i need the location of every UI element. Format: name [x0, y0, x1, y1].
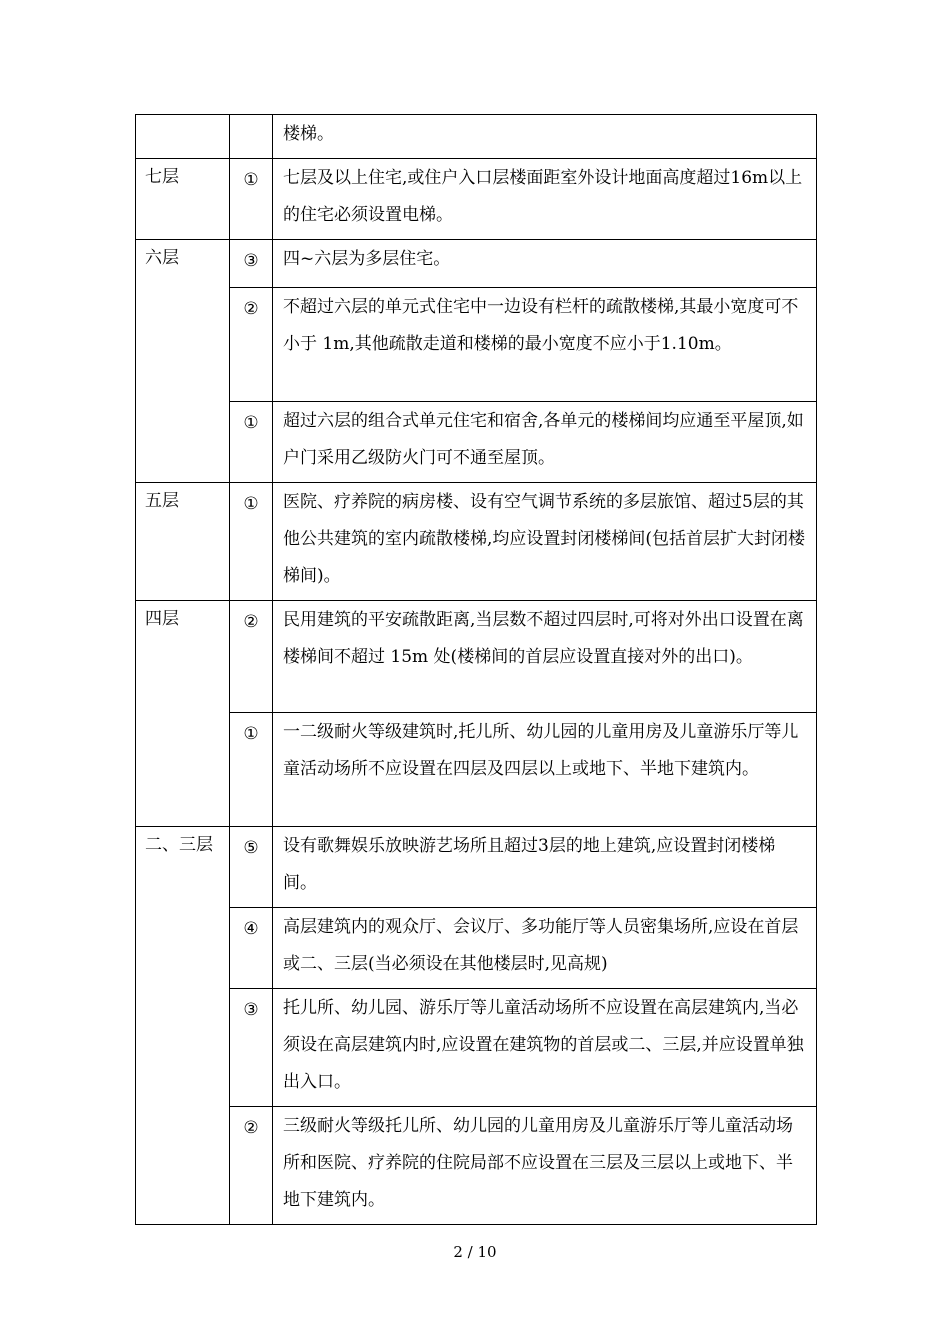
table-row	[136, 159, 817, 240]
table-row	[136, 713, 817, 827]
rule-text: 设有歌舞娱乐放映游艺场所且超过3层的地上建筑,应设置封闭楼梯间。	[273, 827, 817, 908]
item-number: ②	[243, 299, 259, 319]
rule-text: 托儿所、幼儿园、游乐厅等儿童活动场所不应设置在高层建筑内,当必须设在高层建筑内时,应设置在建筑物的首层或二、三层,并应设置单独出入口。	[273, 989, 817, 1107]
floor-cell: 七层	[136, 159, 230, 240]
rule-text: 三级耐火等级托儿所、幼儿园的儿童用房及儿童游乐厅等儿童活动场所和医院、疗养院的住院局部不应设置在三层及三层以上或地下、半地下建筑内。	[273, 1107, 817, 1225]
table-row	[136, 989, 817, 1107]
item-number: ①	[243, 413, 259, 433]
table-row	[136, 115, 817, 159]
page-number: 2 / 10	[453, 1243, 497, 1261]
rules-table	[135, 114, 817, 1225]
table-row	[136, 1107, 817, 1225]
item-number: ①	[243, 494, 259, 514]
floor-cell	[136, 115, 230, 159]
floor-cell: 四层	[136, 601, 230, 827]
floor-cell: 二、三层	[136, 827, 230, 1225]
item-number: ③	[243, 251, 259, 271]
table-row	[136, 240, 817, 288]
item-number: ⑤	[243, 838, 259, 858]
item-number: ②	[243, 1118, 259, 1138]
rule-text: 医院、疗养院的病房楼、设有空气调节系统的多层旅馆、超过5层的其他公共建筑的室内疏散楼梯,均应设置封闭楼梯间(包括首层扩大封闭楼梯间)。	[273, 483, 817, 601]
rule-text: 高层建筑内的观众厅、会议厅、多功能厅等人员密集场所,应设在首层或二、三层(当必须设在其他楼层时,见高规)	[273, 908, 817, 989]
table-row	[136, 402, 817, 483]
item-number: ①	[243, 170, 259, 190]
floor-cell: 六层	[136, 240, 230, 483]
rule-text: 四~六层为多层住宅。	[273, 240, 817, 288]
table-row	[136, 483, 817, 601]
rule-text: 超过六层的组合式单元住宅和宿舍,各单元的楼梯间均应通至平屋顶,如户门采用乙级防火门可不通至屋顶。	[273, 402, 817, 483]
rule-text: 七层及以上住宅,或住户入口层楼面距室外设计地面高度超过16m以上的住宅必须设置电梯。	[273, 159, 817, 240]
table-row	[136, 601, 817, 713]
item-number: ①	[243, 724, 259, 744]
rule-text: 一二级耐火等级建筑时,托儿所、幼儿园的儿童用房及儿童游乐厅等儿童活动场所不应设置在四层及四层以上或地下、半地下建筑内。	[273, 713, 817, 827]
item-number: ④	[243, 919, 259, 939]
table-row	[136, 288, 817, 402]
item-number: ②	[243, 612, 259, 632]
table-row	[136, 908, 817, 989]
rule-text: 楼梯。	[273, 115, 817, 159]
rule-text: 民用建筑的平安疏散距离,当层数不超过四层时,可将对外出口设置在离楼梯间不超过 15m 处(楼梯间的首层应设置直接对外的出口)。	[273, 601, 817, 713]
item-number: ③	[243, 1000, 259, 1020]
table-row	[136, 827, 817, 908]
floor-cell: 五层	[136, 483, 230, 601]
rule-text: 不超过六层的单元式住宅中一边设有栏杆的疏散楼梯,其最小宽度可不小于 1m,其他疏散走道和楼梯的最小宽度不应小于1.10m。	[273, 288, 817, 402]
